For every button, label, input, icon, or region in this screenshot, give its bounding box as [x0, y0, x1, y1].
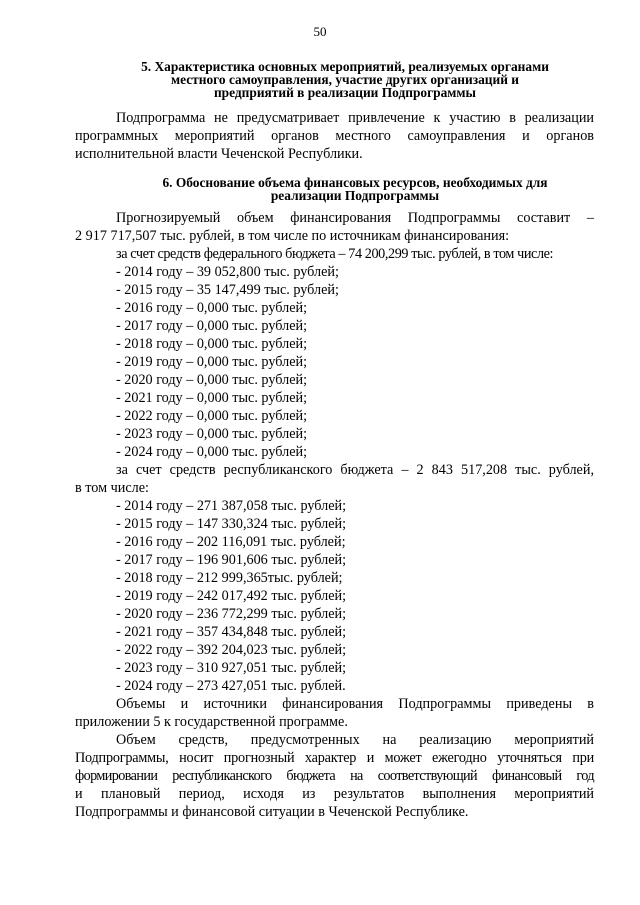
paragraph-line: и плановый период, исходя из результатов выполнения мероприятий: [75, 786, 594, 802]
list-item: - 2024 году – 0,000 тыс. рублей;: [116, 444, 308, 460]
paragraph-line: Подпрограммы и финансовой ситуации в Чеченской Республике.: [75, 804, 469, 820]
heading-line: 6. Обоснование объема финансовых ресурсов, необходимых для: [162, 175, 548, 190]
heading-line: реализации Подпрограммы: [270, 188, 440, 203]
list-item: - 2023 году – 0,000 тыс. рублей;: [116, 426, 308, 442]
heading-line: предприятий в реализации Подпрограммы: [213, 85, 477, 100]
list-item: - 2019 году – 242 017,492 тыс. рублей;: [116, 588, 347, 604]
list-item: - 2019 году – 0,000 тыс. рублей;: [116, 354, 308, 370]
paragraph-line: программных мероприятий органов местного самоуправления и органов: [75, 128, 594, 144]
paragraph-line: исполнительной власти Чеченской Республики.: [75, 146, 363, 162]
list-item: - 2021 году – 0,000 тыс. рублей;: [116, 390, 308, 406]
list-item: - 2022 году – 392 204,023 тыс. рублей;: [116, 642, 347, 658]
list-item: - 2016 году – 202 116,091 тыс. рублей;: [116, 534, 346, 550]
list-item: - 2024 году – 273 427,051 тыс. рублей.: [116, 678, 346, 694]
paragraph-line: Подпрограмма не предусматривает привлечение к участию в реализации: [116, 110, 594, 126]
list-item: - 2014 году – 271 387,058 тыс. рублей;: [116, 498, 347, 514]
list-item: - 2023 году – 310 927,051 тыс. рублей;: [116, 660, 347, 676]
section-6-heading: [115, 176, 595, 202]
paragraph-line: за счет средств республиканского бюджета – 2 843 517,208 тыс. рублей,: [116, 462, 594, 478]
paragraph-line: Подпрограммы, носит прогнозный характер и может ежегодно уточняться при: [75, 750, 594, 766]
list-item: - 2020 году – 0,000 тыс. рублей;: [116, 372, 308, 388]
paragraph-line: формировании республиканского бюджета на соответствующий финансовый год: [75, 768, 594, 784]
paragraph-line: в том числе:: [75, 480, 149, 496]
paragraph-line: приложении 5 к государственной программе.: [75, 714, 348, 730]
page-number: 50: [313, 24, 327, 39]
list-item: - 2015 году – 35 147,499 тыс. рублей;: [116, 282, 339, 298]
heading-line: местного самоуправления, участие других организаций и: [171, 72, 519, 87]
paragraph-line: Объем средств, предусмотренных на реализацию мероприятий: [116, 732, 594, 748]
list-item: - 2017 году – 196 901,606 тыс. рублей;: [116, 552, 347, 568]
section-5-heading: [110, 60, 580, 99]
list-item: - 2021 году – 357 434,848 тыс. рублей;: [116, 624, 347, 640]
federal-budget-intro: за счет средств федерального бюджета – 74 200,299 тыс. рублей, в том числе:: [116, 246, 554, 262]
paragraph-line: Объемы и источники финансирования Подпрограммы приведены в: [116, 696, 594, 712]
list-item: - 2018 году – 0,000 тыс. рублей;: [116, 336, 308, 352]
list-item: - 2022 году – 0,000 тыс. рублей;: [116, 408, 308, 424]
list-item: - 2014 году – 39 052,800 тыс. рублей;: [116, 264, 339, 280]
list-item: - 2017 году – 0,000 тыс. рублей;: [116, 318, 308, 334]
heading-line: 5. Характеристика основных мероприятий, реализуемых органами: [141, 59, 549, 74]
list-item: - 2018 году – 212 999,365тыс. рублей;: [116, 570, 343, 586]
list-item: - 2020 году – 236 772,299 тыс. рублей;: [116, 606, 347, 622]
list-item: - 2015 году – 147 330,324 тыс. рублей;: [116, 516, 347, 532]
paragraph-line: Прогнозируемый объем финансирования Подпрограммы составит –: [116, 210, 594, 226]
list-item: - 2016 году – 0,000 тыс. рублей;: [116, 300, 308, 316]
paragraph-line: 2 917 717,507 тыс. рублей, в том числе по источникам финансирования:: [75, 228, 510, 244]
